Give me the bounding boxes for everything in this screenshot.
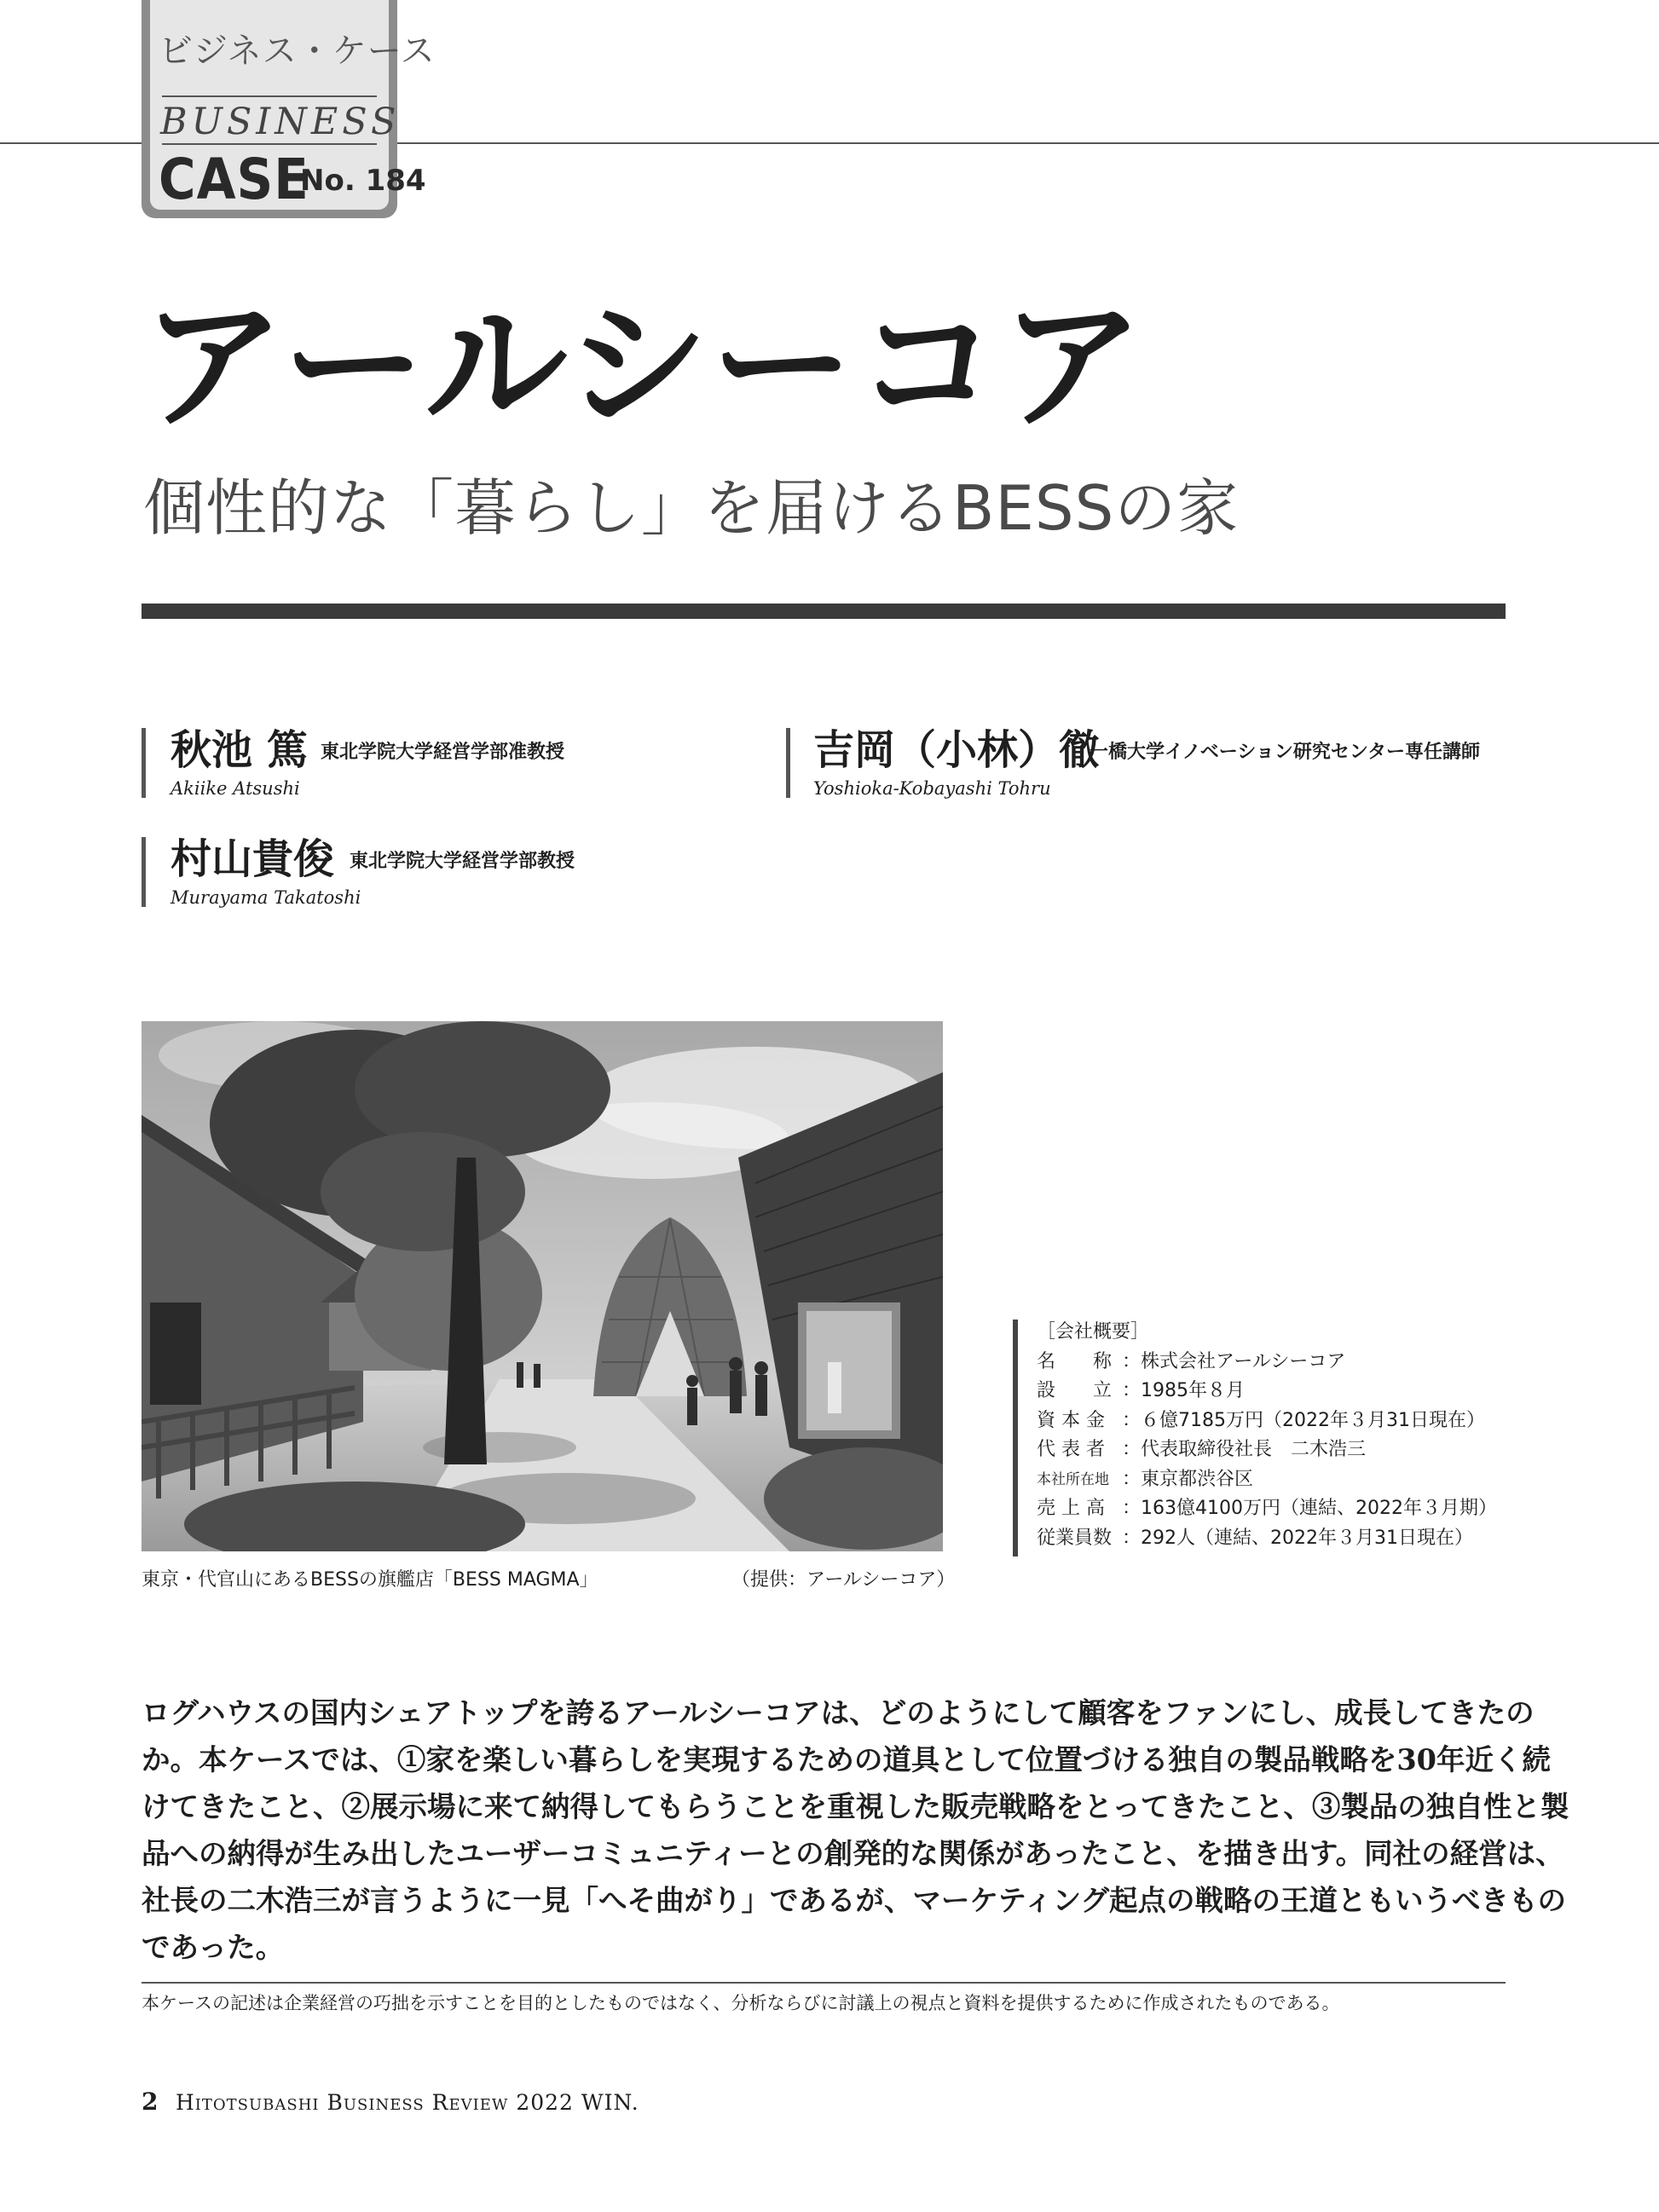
author-name: 吉岡（小林）徹 <box>813 726 1101 774</box>
author-affiliation: 一橋大学イノベーション研究センター専任講師 <box>1090 742 1481 763</box>
author-affiliation: 東北学院大学経営学部准教授 <box>321 742 565 763</box>
profile-value: ：６億7185万円（2022年３月31日現在） <box>1122 1409 1485 1431</box>
profile-value: ：代表取締役社長 二木浩三 <box>1122 1439 1367 1460</box>
series-label-ja: ビジネス・ケース <box>159 32 436 71</box>
profile-row <box>1037 1465 1497 1495</box>
abstract-line: か。本ケースでは、①家を楽しい暮らしを実現するための道具として位置づける独自の製品戦略を30年近く続 <box>142 1743 1551 1776</box>
author-name: 秋池 篤 <box>171 726 308 774</box>
author-bar <box>786 728 790 798</box>
profile-label: 本社所在地 <box>1037 1470 1109 1488</box>
author-romanized: Akiike Atsushi <box>171 778 300 799</box>
profile-value: ：1985年８月 <box>1122 1380 1245 1401</box>
abstract-line: 品への納得が生み出したユーザーコミュニティーとの創発的な関係があったこと、を描き出す。同社の経営は、 <box>142 1837 1564 1870</box>
profile-label: 名 称 <box>1037 1350 1113 1372</box>
profile-row <box>1037 1406 1497 1436</box>
abstract <box>142 1689 1569 1971</box>
series-label-en: BUSINESS <box>160 101 401 143</box>
profile-row <box>1037 1435 1497 1465</box>
abstract-line: けてきたこと、②展示場に来て納得してもらうことを重視した販売戦略をとってきたこと、③製品の独自性と製 <box>142 1790 1569 1823</box>
case-number: No. 184 <box>300 164 426 198</box>
profile-value: ：292人（連結、2022年３月31日現在） <box>1122 1527 1473 1549</box>
profile-label: 売 上 高 <box>1037 1498 1105 1519</box>
abstract-line: ログハウスの国内シェアトップを誇るアールシーコアは、どのようにして顧客をファンにし、成長してきたの <box>142 1696 1535 1730</box>
page-subtitle: 個性的な「暮らし」を届けるBESSの家 <box>143 472 1240 544</box>
profile-label: 資 本 金 <box>1037 1409 1105 1431</box>
author-name: 村山貴俊 <box>171 835 335 883</box>
profile-heading: ［会社概要］ <box>1037 1321 1150 1343</box>
photo-credit: （提供：アールシーコア） <box>731 1569 956 1591</box>
series-en-rule <box>162 95 377 97</box>
abstract-line: 社長の二木浩三が言うように一見「へそ曲がり」であるが、マーケティング起点の戦略の王道ともいうべきもの <box>142 1884 1566 1917</box>
profile-value: ：株式会社アールシーコア <box>1122 1350 1346 1372</box>
profile-value: ：163億4100万円（連結、2022年３月期） <box>1122 1498 1497 1519</box>
profile-row <box>1037 1524 1497 1554</box>
page-number: 2 <box>142 2088 159 2116</box>
disclaimer-note: 本ケースの記述は企業経営の巧拙を示すことを目的としたものではなく、分析ならびに討議上の視点と資料を提供するために作成されたものである。 <box>142 1993 1340 2013</box>
author-romanized: Yoshioka-Kobayashi Tohru <box>813 778 1051 799</box>
store-photo <box>142 1021 943 1551</box>
abstract-line: であった。 <box>142 1931 285 1964</box>
profile-label: 設 立 <box>1037 1380 1113 1401</box>
author-bar <box>142 837 146 907</box>
title-rule <box>142 604 1506 619</box>
page-title: アールシーコア <box>142 282 1146 449</box>
profile-row <box>1037 1377 1497 1406</box>
profile-row <box>1037 1494 1497 1524</box>
series-en-rule <box>162 143 377 145</box>
profile-label: 代 表 者 <box>1037 1439 1105 1460</box>
note-rule <box>142 1982 1506 1984</box>
top-rule <box>0 142 142 144</box>
photo-caption: 東京・代官山にあるBESSの旗艦店「BESS MAGMA」 <box>142 1569 598 1591</box>
journal-name: Hitotsubashi Business Review 2022 WIN. <box>176 2090 639 2115</box>
author-romanized: Murayama Takatoshi <box>171 887 361 908</box>
profile-bar <box>1013 1320 1018 1556</box>
author-affiliation: 東北学院大学経営学部教授 <box>350 851 575 872</box>
profile-row <box>1037 1348 1497 1377</box>
profile-label: 従業員数 <box>1037 1527 1113 1549</box>
profile-value: ：東京都渋谷区 <box>1122 1468 1254 1490</box>
top-rule <box>397 142 1659 144</box>
author-bar <box>142 728 146 798</box>
series-case-label: CASE <box>159 147 309 212</box>
company-profile <box>1037 1318 1497 1553</box>
